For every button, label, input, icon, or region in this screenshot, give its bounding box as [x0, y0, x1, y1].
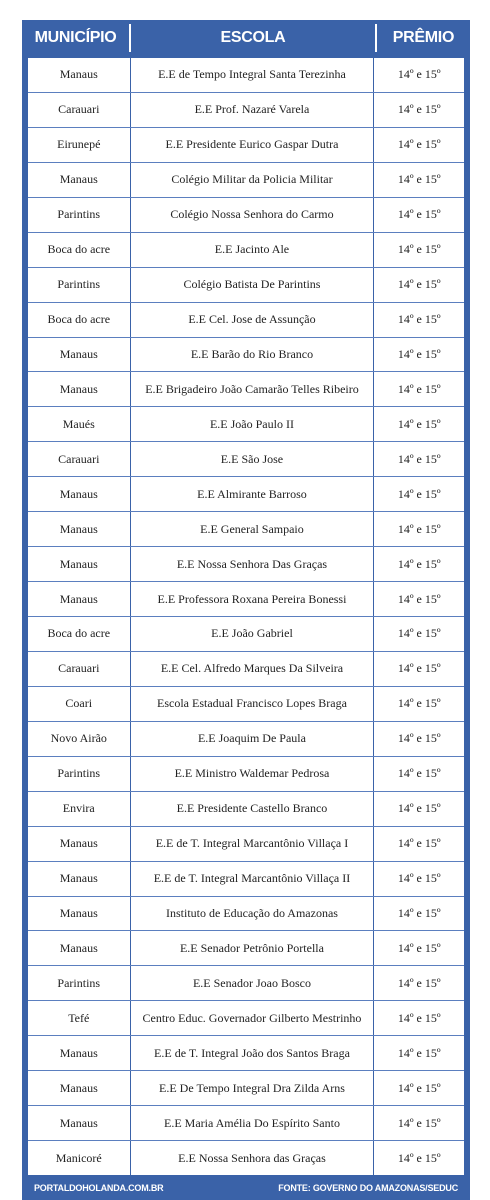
- cell-municipio: Manaus: [28, 862, 131, 896]
- cell-escola: E.E Professora Roxana Pereira Bonessi: [131, 582, 375, 616]
- cell-municipio: Eirunepé: [28, 128, 131, 162]
- cell-escola: Centro Educ. Governador Gilberto Mestrinho: [131, 1001, 375, 1035]
- table-row: [28, 198, 464, 233]
- cell-escola: E.E Almirante Barroso: [131, 477, 375, 511]
- cell-premio: 14º e 15º: [397, 346, 441, 361]
- table-row: [28, 582, 464, 617]
- cell-premio: 14º e 15º: [397, 556, 441, 571]
- table-row: [28, 512, 464, 547]
- header-premio: PRÊMIO: [392, 29, 455, 46]
- cell-premio: 14º e 15º: [397, 1150, 441, 1165]
- cell-escola: E.E De Tempo Integral Dra Zilda Arns: [131, 1071, 375, 1105]
- cell-premio: 14º e 15º: [397, 416, 441, 431]
- cell-premio: 14º e 15º: [397, 207, 441, 222]
- cell-municipio: Envira: [28, 792, 131, 826]
- cell-municipio: Maués: [28, 407, 131, 441]
- table-row: [28, 1141, 464, 1175]
- cell-municipio: Manaus: [28, 512, 131, 546]
- cell-escola: Escola Estadual Francisco Lopes Braga: [131, 687, 375, 721]
- cell-premio: 14º e 15º: [397, 102, 441, 117]
- cell-premio: 14º e 15º: [397, 871, 441, 886]
- table-row: [28, 652, 464, 687]
- table-row: [28, 268, 464, 303]
- table-row: [28, 442, 464, 477]
- cell-municipio: Parintins: [28, 268, 131, 302]
- cell-municipio: Manaus: [28, 547, 131, 581]
- cell-escola: Colégio Nossa Senhora do Carmo: [131, 198, 375, 232]
- header-escola: ESCOLA: [220, 29, 286, 46]
- cell-municipio: Carauari: [28, 93, 131, 127]
- cell-municipio: Boca do acre: [28, 617, 131, 651]
- cell-municipio: Coari: [28, 687, 131, 721]
- table-row: [28, 1071, 464, 1106]
- cell-premio: 14º e 15º: [397, 591, 441, 606]
- cell-municipio: Manaus: [28, 1106, 131, 1140]
- table-row: [28, 1036, 464, 1071]
- table-row: [28, 792, 464, 827]
- cell-premio: 14º e 15º: [397, 521, 441, 536]
- table-row: [28, 617, 464, 652]
- cell-escola: E.E Presidente Eurico Gaspar Dutra: [131, 128, 375, 162]
- table-row: [28, 722, 464, 757]
- cell-escola: E.E de T. Integral Marcantônio Villaça I: [131, 827, 375, 861]
- cell-escola: Instituto de Educação do Amazonas: [131, 897, 375, 931]
- cell-premio: 14º e 15º: [397, 836, 441, 851]
- cell-premio: 14º e 15º: [397, 451, 441, 466]
- table-row: [28, 303, 464, 338]
- table-row: [28, 897, 464, 932]
- cell-escola: Colégio Batista De Parintins: [131, 268, 375, 302]
- table-frame: [22, 20, 470, 1200]
- cell-premio: 14º e 15º: [397, 1080, 441, 1095]
- cell-municipio: Manaus: [28, 897, 131, 931]
- cell-premio: 14º e 15º: [397, 626, 441, 641]
- cell-escola: E.E Presidente Castello Branco: [131, 792, 375, 826]
- cell-escola: E.E João Paulo II: [131, 407, 375, 441]
- cell-municipio: Manicoré: [28, 1141, 131, 1175]
- table-row: [28, 58, 464, 93]
- cell-premio: 14º e 15º: [397, 766, 441, 781]
- table-row: [28, 163, 464, 198]
- cell-escola: E.E Senador Petrônio Portella: [131, 931, 375, 965]
- footer-source-site: PORTALDOHOLANDA.COM.BR: [34, 1183, 164, 1193]
- cell-escola: E.E Ministro Waldemar Pedrosa: [131, 757, 375, 791]
- cell-premio: 14º e 15º: [397, 67, 441, 82]
- cell-escola: E.E de Tempo Integral Santa Terezinha: [131, 58, 375, 92]
- footer: [22, 1178, 470, 1198]
- table-row: [28, 687, 464, 722]
- cell-premio: 14º e 15º: [397, 975, 441, 990]
- cell-premio: 14º e 15º: [397, 905, 441, 920]
- cell-escola: E.E Joaquim De Paula: [131, 722, 375, 756]
- cell-escola: E.E General Sampaio: [131, 512, 375, 546]
- cell-escola: E.E Prof. Nazaré Varela: [131, 93, 375, 127]
- cell-escola: E.E São Jose: [131, 442, 375, 476]
- footer-credit: FONTE: GOVERNO DO AMAZONAS/SEDUC: [278, 1183, 458, 1193]
- cell-premio: 14º e 15º: [397, 172, 441, 187]
- cell-escola: E.E Nossa Senhora das Graças: [131, 1141, 375, 1175]
- table-row: [28, 93, 464, 128]
- cell-municipio: Manaus: [28, 931, 131, 965]
- cell-municipio: Boca do acre: [28, 233, 131, 267]
- cell-premio: 14º e 15º: [397, 312, 441, 327]
- cell-premio: 14º e 15º: [397, 696, 441, 711]
- cell-municipio: Manaus: [28, 58, 131, 92]
- cell-premio: 14º e 15º: [397, 801, 441, 816]
- cell-escola: E.E Maria Amélia Do Espírito Santo: [131, 1106, 375, 1140]
- table-row: [28, 233, 464, 268]
- cell-municipio: Boca do acre: [28, 303, 131, 337]
- table-row: [28, 338, 464, 373]
- table-row: [28, 827, 464, 862]
- cell-municipio: Manaus: [28, 163, 131, 197]
- table-row: [28, 757, 464, 792]
- cell-municipio: Novo Airão: [28, 722, 131, 756]
- cell-municipio: Parintins: [28, 198, 131, 232]
- cell-premio: 14º e 15º: [397, 731, 441, 746]
- table-row: [28, 931, 464, 966]
- cell-municipio: Tefé: [28, 1001, 131, 1035]
- cell-escola: E.E Barão do Rio Branco: [131, 338, 375, 372]
- table-row: [28, 372, 464, 407]
- cell-escola: E.E Nossa Senhora Das Graças: [131, 547, 375, 581]
- cell-municipio: Manaus: [28, 372, 131, 406]
- cell-escola: E.E João Gabriel: [131, 617, 375, 651]
- cell-premio: 14º e 15º: [397, 486, 441, 501]
- cell-escola: E.E Jacinto Ale: [131, 233, 375, 267]
- cell-premio: 14º e 15º: [397, 1115, 441, 1130]
- cell-municipio: Manaus: [28, 1036, 131, 1070]
- cell-premio: 14º e 15º: [397, 940, 441, 955]
- cell-premio: 14º e 15º: [397, 137, 441, 152]
- table-row: [28, 1106, 464, 1141]
- cell-escola: Colégio Militar da Policia Militar: [131, 163, 375, 197]
- cell-municipio: Carauari: [28, 442, 131, 476]
- cell-municipio: Carauari: [28, 652, 131, 686]
- cell-premio: 14º e 15º: [397, 277, 441, 292]
- cell-municipio: Parintins: [28, 966, 131, 1000]
- cell-municipio: Manaus: [28, 1071, 131, 1105]
- cell-premio: 14º e 15º: [397, 661, 441, 676]
- cell-escola: E.E de T. Integral João dos Santos Braga: [131, 1036, 375, 1070]
- cell-municipio: Manaus: [28, 477, 131, 511]
- cell-municipio: Parintins: [28, 757, 131, 791]
- table-row: [28, 966, 464, 1001]
- table-row: [28, 128, 464, 163]
- cell-escola: E.E de T. Integral Marcantônio Villaça II: [131, 862, 375, 896]
- cell-premio: 14º e 15º: [397, 1010, 441, 1025]
- cell-escola: E.E Cel. Jose de Assunção: [131, 303, 375, 337]
- table-row: [28, 1001, 464, 1036]
- cell-escola: E.E Senador Joao Bosco: [131, 966, 375, 1000]
- cell-municipio: Manaus: [28, 582, 131, 616]
- table-row: [28, 547, 464, 582]
- cell-municipio: Manaus: [28, 827, 131, 861]
- table-row: [28, 862, 464, 897]
- cell-premio: 14º e 15º: [397, 242, 441, 257]
- cell-escola: E.E Brigadeiro João Camarão Telles Ribeiro: [131, 372, 375, 406]
- cell-escola: E.E Cel. Alfredo Marques Da Silveira: [131, 652, 375, 686]
- table-row: [28, 407, 464, 442]
- table-header: [22, 20, 470, 56]
- cell-municipio: Manaus: [28, 338, 131, 372]
- header-municipio: MUNICÍPIO: [34, 29, 117, 46]
- cell-premio: 14º e 15º: [397, 381, 441, 396]
- table-body: [28, 58, 464, 1175]
- table-row: [28, 477, 464, 512]
- cell-premio: 14º e 15º: [397, 1045, 441, 1060]
